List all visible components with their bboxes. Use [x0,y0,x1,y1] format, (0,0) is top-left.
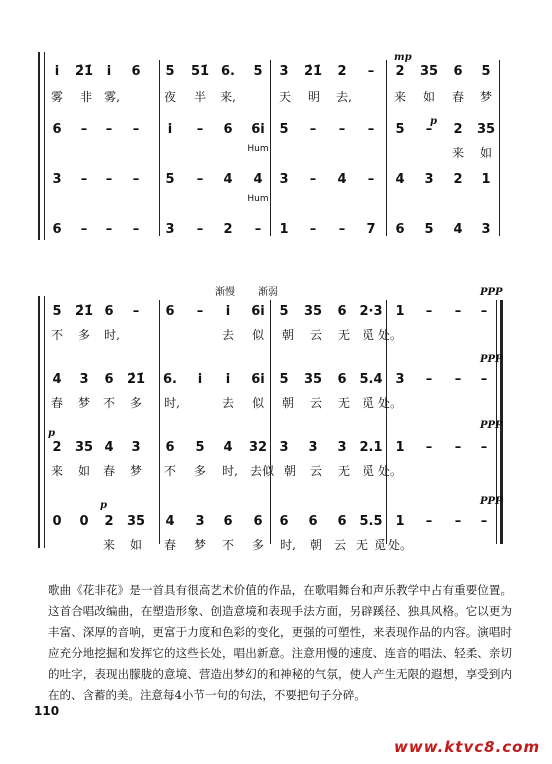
note: 3 [395,372,405,387]
lyric: 云 [309,328,323,342]
lyric: 似 [251,328,265,342]
note: 5.4 [359,372,383,387]
note: 3 [337,440,347,455]
note: 2 [453,122,463,137]
voice-row [0,64,552,82]
note: – [480,514,488,529]
note: 2·3 [359,304,383,319]
note: 5 [279,372,289,387]
voice-row [0,514,552,532]
note: 0 [79,514,89,529]
note: 2 [104,514,114,529]
note: 6 [223,514,233,529]
note: 6 [395,222,405,237]
note: i [54,64,60,79]
lyric: 朝 [281,328,295,342]
lyric: 觅 [373,538,387,552]
note: 6 [453,64,463,79]
note: – [338,222,346,237]
dynamic-mark: PPP [480,354,503,365]
lyric: 明 [307,90,321,104]
note: – [80,222,88,237]
note: 5 [165,172,175,187]
lyric: 来, [220,90,236,104]
note: 4 [253,172,263,187]
lyric-row [0,536,552,554]
lyric: 时, [104,328,120,342]
note: 2̇1̇ [74,304,94,319]
lyric: 梦 [193,538,207,552]
lyric: 梦 [77,396,91,410]
note: – [132,304,140,319]
note: 5 [52,304,62,319]
note: – [196,122,204,137]
note: 5.5 [359,514,383,529]
note: – [480,440,488,455]
note: 6 [165,304,175,319]
lyric-row [0,394,552,412]
lyric: Hum [247,194,269,204]
dynamic-mark: PPP [480,420,503,431]
lyric: 雾 [50,90,64,104]
note: 4 [223,440,233,455]
lyric: 来 [451,146,465,160]
note: – [132,172,140,187]
note: 2 [337,64,347,79]
lyric: 无 [337,396,351,410]
note: 5 [481,64,491,79]
voice-row [0,172,552,190]
note: – [105,122,113,137]
note: 2 [52,440,62,455]
note: – [425,514,433,529]
note: 1 [395,514,405,529]
note: 35 [303,372,323,387]
lyric: 时, [280,538,296,552]
note: 6. [221,64,235,79]
lyric: 无 [355,538,369,552]
note: 5 [424,222,434,237]
note: – [105,222,113,237]
lyric: 多 [193,464,207,478]
note: – [80,172,88,187]
note: 5 [395,122,405,137]
note: i [225,304,231,319]
voice-row [0,440,552,458]
lyric: 去, [336,90,352,104]
lyric: 如 [77,464,91,478]
note: 2̇1̇ [126,372,146,387]
note: 6 [337,372,347,387]
lyric: 多 [77,328,91,342]
lyric: 处。 [377,396,403,410]
note: 6. [163,372,177,387]
dynamic-mark: PPP [480,287,503,298]
lyric-row [0,326,552,344]
note: 3 [308,440,318,455]
note: – [425,440,433,455]
lyric-row [0,194,552,212]
watermark: www.ktvc8.com [394,738,541,756]
note: 4 [337,172,347,187]
lyric: 来 [50,464,64,478]
lyric: 不 [102,396,116,410]
note: – [196,304,204,319]
note: 7 [366,222,376,237]
lyric: 无 [337,464,351,478]
lyric: 朝 [309,538,323,552]
note: – [80,122,88,137]
note: 2.1 [359,440,383,455]
lyric: 多 [251,538,265,552]
note: 4 [223,172,233,187]
note: 0 [52,514,62,529]
commentary-paragraph: 歌曲《花非花》是一首具有很高艺术价值的作品，在歌唱舞台和声乐教学中占有重要位置。这首合唱改编曲，在塑造形象、创造意境和表现手法方面，另辟蹊径、独具风格。它以更为丰富、深厚的音响，更富于力度和色彩的变化，更强的可塑性，来表现作品的内容。演唱时应充分地挖掘和发挥它的这些长处，唱出新意。注意用慢的速度、连音的唱法、轻柔、亲切的吐字，表现出朦胧的意境、营造出梦幻的和神秘的气氛，使人产生无限的遐想，享受到内在的、含蓄的美。注意每4小节一句的句法，不要把句子分碎。 [48,583,512,702]
lyric: 夜 [163,90,177,104]
note: 5 [279,304,289,319]
voice-row [0,304,552,322]
lyric: 如 [129,538,143,552]
note: 6i [251,122,265,137]
note: 51̇ [190,64,210,79]
note: 3 [279,172,289,187]
lyric: 雾, [104,90,120,104]
lyric: 似 [251,396,265,410]
lyric: 非 [79,90,93,104]
note: 3 [131,440,141,455]
note: 4 [453,222,463,237]
note: – [425,122,433,137]
note: 1 [395,440,405,455]
lyric: 时, [222,464,238,478]
dynamic-direction: 渐弱 [258,287,278,298]
note: 3 [279,440,289,455]
note: – [309,172,317,187]
lyric: 梦 [129,464,143,478]
note: – [454,304,462,319]
lyric: 无 [337,328,351,342]
note: i [225,372,231,387]
voice-row [0,372,552,390]
note: – [254,222,262,237]
lyric-row [0,88,552,106]
lyric-row [0,144,552,162]
note: 2 [395,64,405,79]
note: – [105,172,113,187]
lyric: 不 [221,538,235,552]
note: 2 [453,172,463,187]
lyric: 去 [221,396,235,410]
note: 6 [52,122,62,137]
dynamic-mark: PPP [480,496,503,507]
lyric: 处。 [387,538,413,552]
lyric: 云 [309,464,323,478]
lyric: 觅 [361,396,375,410]
note: 6 [52,222,62,237]
lyric: 处。 [377,464,403,478]
note: 4 [104,440,114,455]
note: – [480,372,488,387]
note: 4 [395,172,405,187]
note: – [196,172,204,187]
page-number: 110 [34,704,60,718]
lyric: 云 [309,396,323,410]
note: – [367,172,375,187]
note: – [309,122,317,137]
lyric: 来 [393,90,407,104]
note: – [132,222,140,237]
note: 6i [251,304,265,319]
dynamic-mark: p [100,500,107,511]
note: 32 [248,440,268,455]
lyric: 不 [163,464,177,478]
note: – [454,440,462,455]
note: 6 [253,514,263,529]
note: 2 [223,222,233,237]
lyric: 多 [129,396,143,410]
tempo-direction: 渐慢 [215,287,235,298]
note: i [106,64,112,79]
note: 1 [395,304,405,319]
lyric: 朝 [281,396,295,410]
note: 2̇1̇ [74,64,94,79]
note: – [367,122,375,137]
lyric: 处。 [377,328,403,342]
lyric: 天 [278,90,292,104]
note: 35 [126,514,146,529]
lyric: 不 [50,328,64,342]
note: 6 [279,514,289,529]
note: – [367,64,375,79]
lyric: 觅 [361,328,375,342]
note: i [167,122,173,137]
note: 3 [79,372,89,387]
note: 5 [165,64,175,79]
dynamic-mark: p [430,116,437,127]
lyric: Hum [247,144,269,154]
note: 6 [104,372,114,387]
lyric: 如 [422,90,436,104]
note: 5 [253,64,263,79]
lyric: 春 [451,90,465,104]
note: 3 [424,172,434,187]
note: 6 [131,64,141,79]
lyric: 半 [193,90,207,104]
note: 5 [279,122,289,137]
lyric: 春 [50,396,64,410]
lyric: 来 [102,538,116,552]
note: 6 [165,440,175,455]
note: 6 [104,304,114,319]
lyric: 梦 [479,90,493,104]
dynamic-mark: mp [394,52,412,63]
note: 4 [52,372,62,387]
note: 3 [279,64,289,79]
note: 2̇1̇ [303,64,323,79]
lyric: 如 [479,146,493,160]
note: 3 [165,222,175,237]
note: – [338,122,346,137]
note: 6i [251,372,265,387]
lyric: 云 [333,538,347,552]
note: 1 [481,172,491,187]
voice-row [0,122,552,140]
note: 35 [74,440,94,455]
lyric-row [0,462,552,480]
note: – [425,372,433,387]
note: 6 [337,304,347,319]
note: – [454,514,462,529]
lyric: 春 [102,464,116,478]
lyric: 时, [164,396,180,410]
lyric: 去似 [249,464,275,478]
note: 3 [52,172,62,187]
note: 3 [481,222,491,237]
note: 35 [476,122,496,137]
note: – [425,304,433,319]
note: – [196,222,204,237]
note: 4 [165,514,175,529]
note: 35 [419,64,439,79]
note: – [132,122,140,137]
note: i [197,372,203,387]
note: 35 [303,304,323,319]
lyric: 觅 [361,464,375,478]
dynamic-mark: p [48,428,55,439]
note: 6 [308,514,318,529]
note: 6 [337,514,347,529]
note: 1 [279,222,289,237]
note: – [309,222,317,237]
voice-row [0,222,552,240]
note: 5 [195,440,205,455]
lyric: 去 [221,328,235,342]
note: – [454,372,462,387]
note: 3 [195,514,205,529]
lyric: 春 [163,538,177,552]
lyric: 朝 [283,464,297,478]
note: – [480,304,488,319]
note: 6 [223,122,233,137]
